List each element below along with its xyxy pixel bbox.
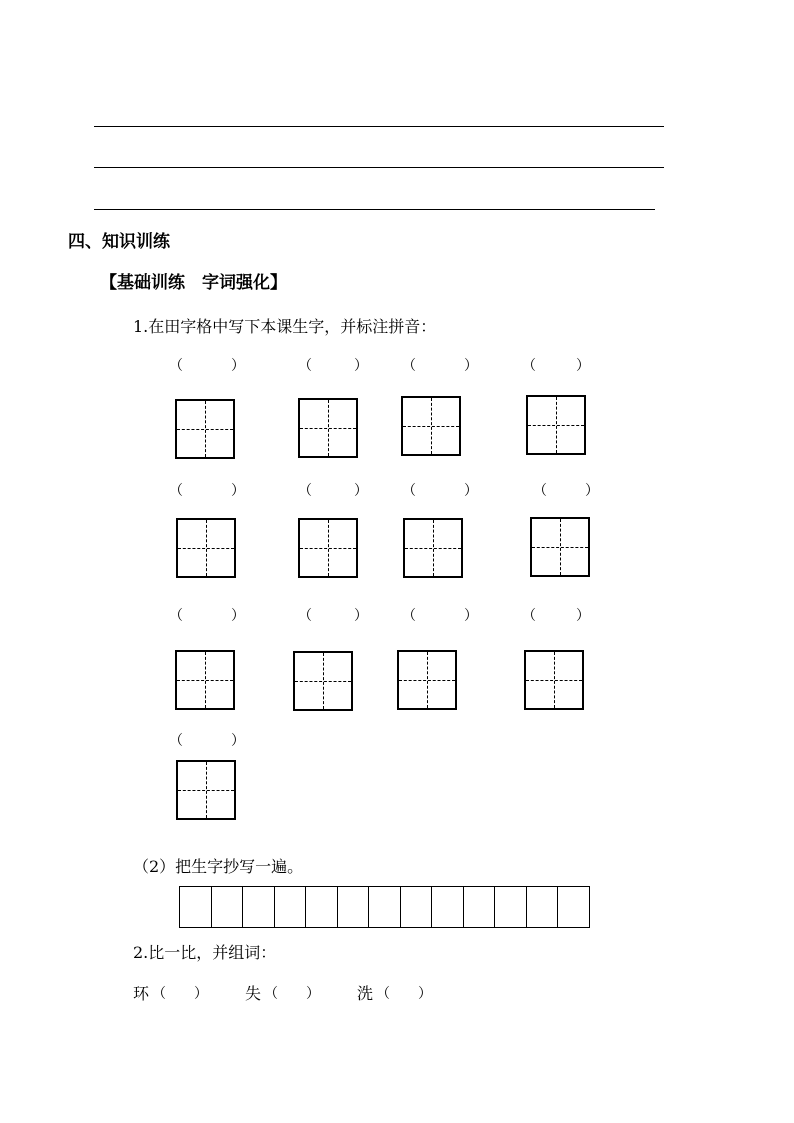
copy-cell[interactable] [275, 887, 307, 927]
copy-cell[interactable] [243, 887, 275, 927]
copy-cell[interactable] [558, 887, 589, 927]
answer-line[interactable] [94, 126, 664, 127]
section-subheading: 【基础训练 字词强化】 [100, 273, 287, 293]
tianzige-grid[interactable] [176, 518, 236, 578]
word-blank[interactable]: （ ） [264, 986, 320, 1002]
copy-cell[interactable] [180, 887, 212, 927]
question-1b-instruction: （2）把生字抄写一遍。 [133, 857, 304, 876]
tianzige-grid[interactable] [298, 518, 358, 578]
section-heading: 四、知识训练 [68, 232, 170, 252]
tianzige-grid[interactable] [175, 650, 235, 710]
tianzige-grid[interactable] [403, 518, 463, 578]
compare-char: 环 [133, 984, 150, 1003]
tianzige-grid[interactable] [397, 650, 457, 710]
copy-cell[interactable] [401, 887, 433, 927]
tianzige-grid[interactable] [298, 398, 358, 458]
compare-char: 洗 [357, 984, 374, 1003]
copy-cell[interactable] [369, 887, 401, 927]
tianzige-grid[interactable] [524, 650, 584, 710]
word-blank[interactable]: （ ） [152, 986, 208, 1002]
copy-cell-row [179, 886, 590, 928]
question-2-instruction: 2.比一比，并组词： [133, 943, 277, 962]
question-1-instruction: 1.在田字格中写下本课生字，并标注拼音： [133, 317, 437, 336]
tianzige-grid[interactable] [401, 396, 461, 456]
tianzige-grid[interactable] [530, 517, 590, 577]
copy-cell[interactable] [495, 887, 527, 927]
tianzige-grid[interactable] [176, 760, 236, 820]
word-blank[interactable]: （ ） [376, 986, 432, 1002]
answer-line[interactable] [94, 209, 655, 210]
copy-cell[interactable] [338, 887, 370, 927]
tianzige-grid[interactable] [175, 399, 235, 459]
copy-cell[interactable] [212, 887, 244, 927]
answer-line[interactable] [94, 167, 664, 168]
copy-cell[interactable] [432, 887, 464, 927]
compare-char: 失 [245, 984, 262, 1003]
tianzige-grid[interactable] [293, 651, 353, 711]
copy-cell[interactable] [306, 887, 338, 927]
tianzige-grid[interactable] [526, 395, 586, 455]
copy-cell[interactable] [464, 887, 496, 927]
copy-cell[interactable] [527, 887, 559, 927]
